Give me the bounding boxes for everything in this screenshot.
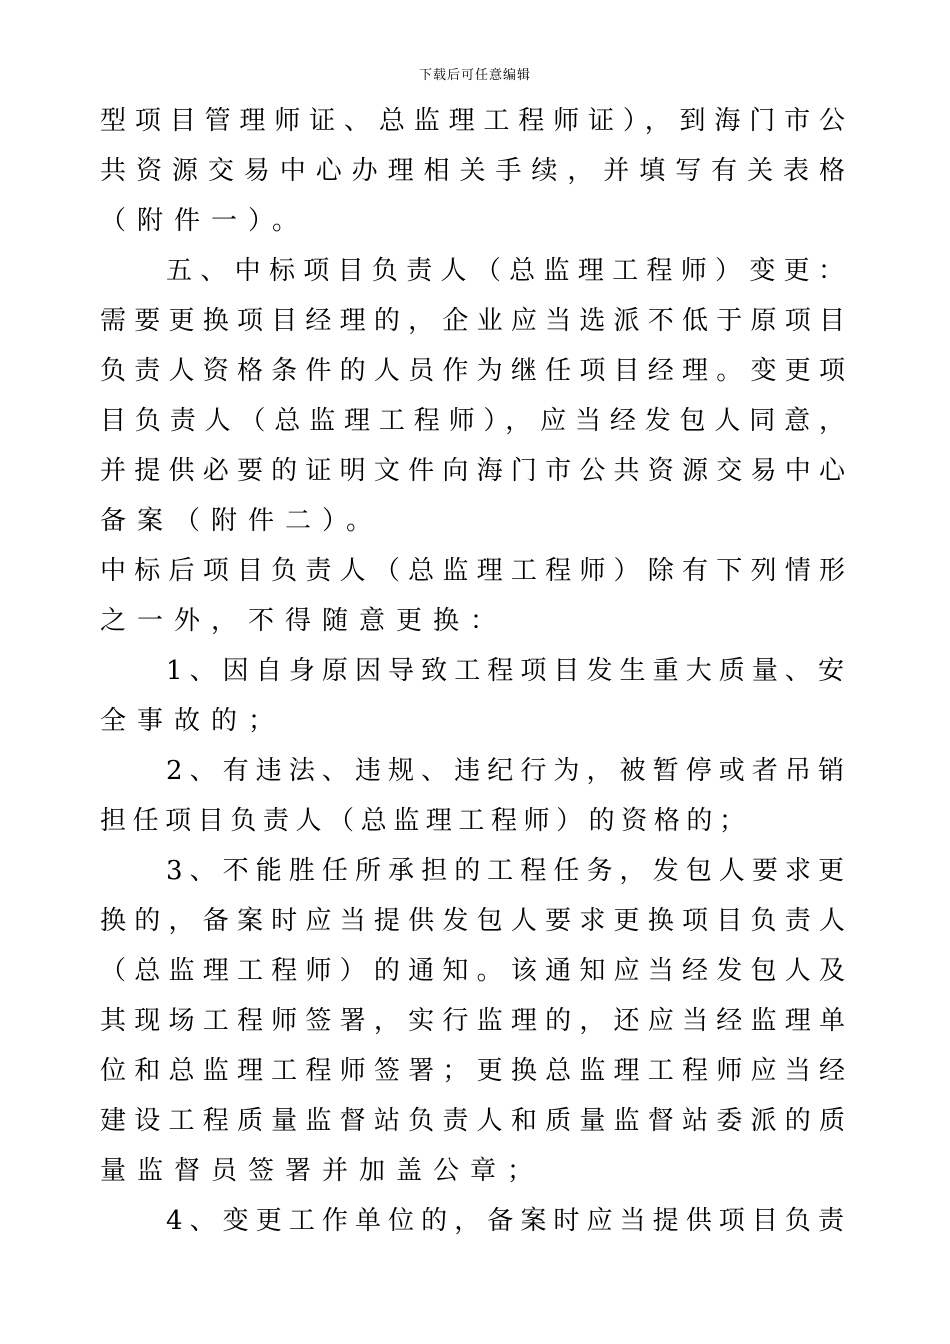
- section-heading: 五、中标项目负责人（总监理工程师）变更：: [166, 256, 844, 286]
- text-line: 需要更换项目经理的，企业应当选派不低于原项目: [100, 306, 845, 336]
- page-header: 下载后可任意编辑: [418, 68, 531, 83]
- text-line: 量监督员签署并加盖公章；: [100, 1156, 545, 1186]
- text-line: 位和总监理工程师签署；更换总监理工程师应当经: [100, 1056, 845, 1086]
- text-line: 其现场工程师签署，实行监理的，还应当经监理单: [100, 1006, 845, 1036]
- list-item: 2、有违法、违规、违纪行为，被暂停或者吊销: [166, 756, 844, 786]
- text-line: 之一外，不得随意更换：: [100, 606, 508, 636]
- text-line: （附件一）。: [100, 206, 310, 236]
- text-line: （总监理工程师）的通知。该通知应当经发包人及: [100, 956, 845, 986]
- text-line: 负责人资格条件的人员作为继任项目经理。变更项: [100, 356, 845, 386]
- text-line: 并提供必要的证明文件向海门市公共资源交易中心: [100, 456, 845, 486]
- list-item: 1、因自身原因导致工程项目发生重大质量、安: [166, 656, 844, 686]
- text-line: 中标后项目负责人（总监理工程师）除有下列情形: [100, 556, 845, 586]
- text-line: 建设工程质量监督站负责人和质量监督站委派的质: [100, 1106, 845, 1136]
- text-line: 目负责人（总监理工程师），应当经发包人同意，: [100, 406, 845, 436]
- text-line: 担任项目负责人（总监理工程师）的资格的；: [100, 806, 745, 836]
- list-item: 4、变更工作单位的，备案时应当提供项目负责: [166, 1206, 844, 1236]
- text-line: 换的，备案时应当提供发包人要求更换项目负责人: [100, 906, 845, 936]
- text-line: 备案（附件二）。: [100, 506, 384, 536]
- text-line: 型项目管理师证、总监理工程师证），到海门市公: [100, 106, 845, 136]
- list-item: 3、不能胜任所承担的工程任务，发包人要求更: [166, 856, 844, 886]
- text-line: 共资源交易中心办理相关手续，并填写有关表格: [100, 156, 845, 186]
- text-line: 全事故的；: [100, 706, 286, 736]
